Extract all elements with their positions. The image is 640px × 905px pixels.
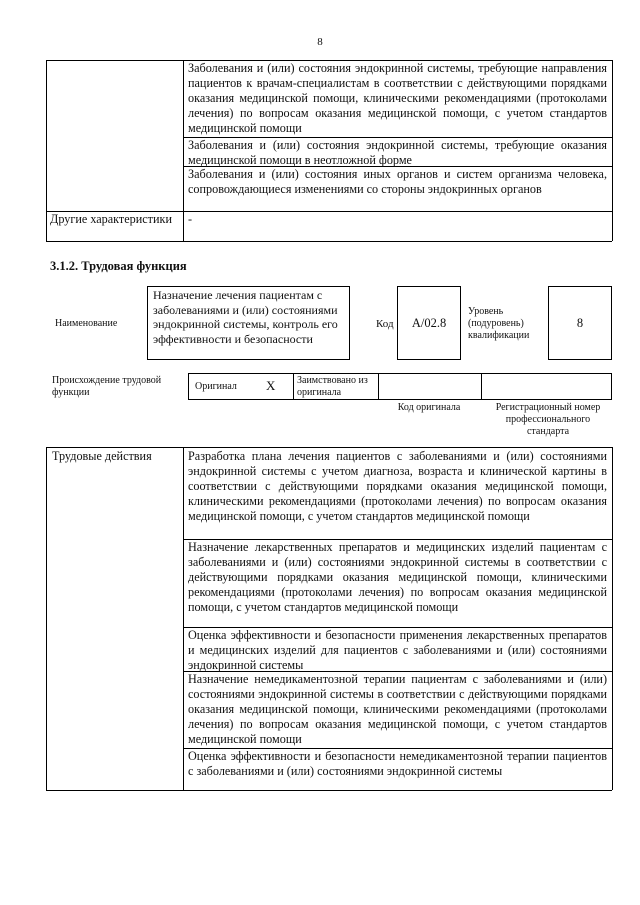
level-value: 8: [576, 316, 584, 330]
code-value: А/02.8: [411, 316, 447, 330]
code-label: Код: [376, 318, 394, 330]
table-row: Заболевания и (или) состояния эндокринной системы, требующие оказания медицинской помощи в неотложной форме: [188, 138, 607, 167]
level-label: Уровень (подуровень) квалификации: [468, 306, 530, 341]
borrowed-label: Заимствовано из оригинала: [297, 375, 368, 398]
code-original-caption: Код оригинала: [397, 402, 461, 413]
page-number: 8: [317, 36, 323, 48]
table-row: Заболевания и (или) состояния эндокринной системы, требующие направления пациентов к врачам-специалистам в соответствии с действующими порядками оказания медицинской помощи, клиническими рекомендациями (протоколами лечения) по вопросам оказания медицинской помощи, с учетом стандартов медицинской помощи: [188, 61, 607, 135]
table-row: Заболевания и (или) состояния иных органов и систем организма человека, сопровождающиеся изменениями со стороны эндокринных органов: [188, 167, 607, 196]
section-title: 3.1.2. Трудовая функция: [50, 259, 187, 273]
other-characteristics-label: Другие характеристики: [50, 212, 172, 226]
original-label: Оригинал: [195, 381, 237, 392]
origin-box: [188, 373, 612, 400]
other-characteristics-value: -: [188, 212, 193, 226]
reg-number-caption: Регистрационный номер профессионального стандарта: [495, 402, 601, 437]
list-item: Назначение немедикаментозной терапии пациентам с заболеваниями и (или) состояниями эндокринной системы в соответствии с действующими порядками оказания медицинской помощи, клиническими рекомендациями (протоколами лечения) по вопросам оказания медицинской помощи, с учетом стандартов медицинской помощи: [188, 672, 607, 746]
name-value: Назначение лечения пациентам с заболеваниями и (или) состояниями эндокринной системы, контроль его эффективности и безопасности: [153, 288, 338, 346]
list-item: Оценка эффективности и безопасности немедикаментозной терапии пациентов с заболеваниями и (или) состояниями эндокринной системы: [188, 749, 607, 778]
list-item: Разработка плана лечения пациентов с заболеваниями и (или) состояниями эндокринной системы с учетом диагноза, возраста и клинической картины в соответствии с действующими порядками оказания медицинской помощи, клиническими рекомендациями (протоколами лечения) по вопросам оказания медицинской помощи, с учетом стандартов медицинской помощи: [188, 449, 607, 523]
list-item: Назначение лекарственных препаратов и медицинских изделий пациентам с заболеваниями и (или) состояниями эндокринной системы в соответствии с действующими порядками оказания медицинской помощи, клиническими рекомендациями (протоколами лечения) по вопросам оказания медицинской помощи, с учетом стандартов медицинской помощи: [188, 540, 607, 614]
list-item: Оценка эффективности и безопасности применения лекарственных препаратов и медицинских изделий для пациентов с заболеваниями и (или) состояниями эндокринной системы: [188, 628, 607, 672]
actions-label: Трудовые действия: [52, 449, 152, 463]
origin-label: Происхождение трудовой функции: [52, 375, 162, 398]
name-label: Наименование: [55, 318, 118, 329]
original-mark: X: [266, 378, 276, 393]
